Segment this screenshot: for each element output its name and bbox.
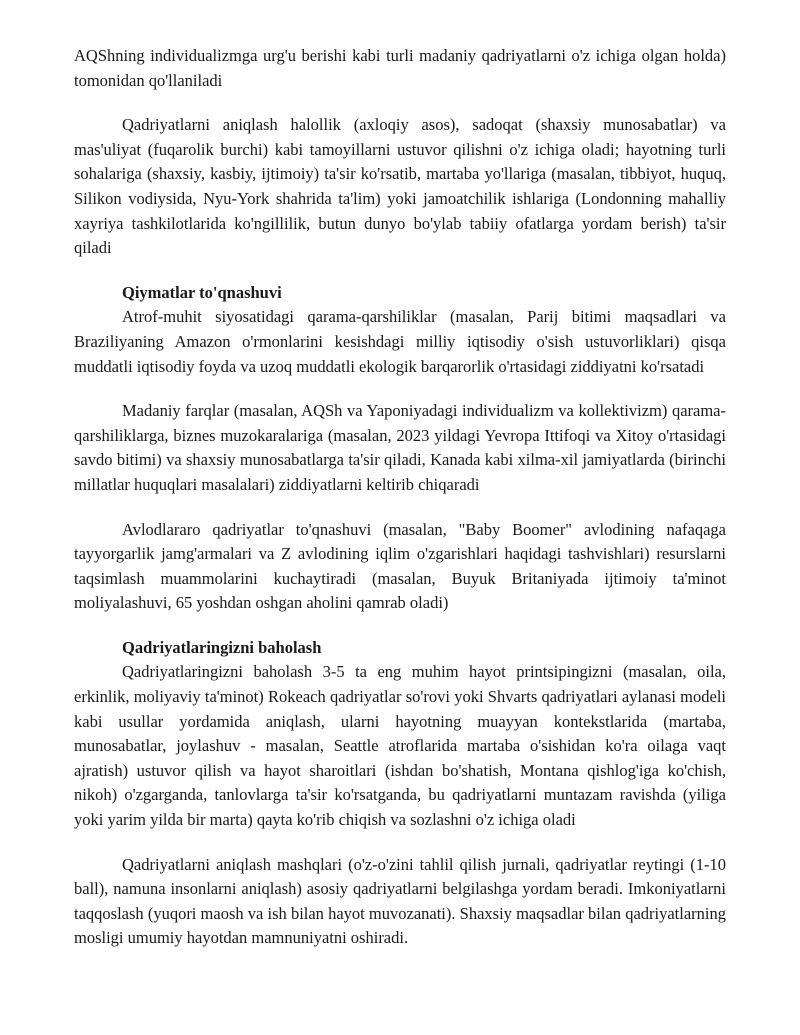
paragraph-cultural-differences: Madaniy farqlar (masalan, AQSh va Yaponiyadagi individualizm va kollektivizm) qarama-qarshiliklarga, biznes muzokaralariga (masalan, 2023 yildagi Yevropa Ittifoqi va Xitoy o'rtasidagi savdo bitimi) va shaxsiy munosabatlarga ta'sir qiladi, Kanada kabi xilma-xil jamiyatlarda (birinchi millatlar huquqlari masalalari) ziddiyatlarni keltirib chiqaradi xyxy=(74,401,726,494)
paragraph-assessing-values: Qadriyatlaringizni baholash 3-5 ta eng muhim hayot printsipingizni (masalan, oila, erkinlik, moliyaviy ta'minot) Rokeach qadriyatlar so'rovi yoki Shvarts qadriyatlari aylanasi modeli kabi usullar yordamida aniqlash, ularni hayotning muayyan kontekstlarida (martaba, munosabatlar, joylashuv - masalan, Seattle atroflarida martaba o'sishidan ko'ra oilaga vaqt ajratish) ustuvor qilish va hayot sharoitlari (ishdan bo'shatish, Montana qishlog'iga ko'chish, nikoh) o'zgarganda, tanlovlarga ta'sir ko'rsatganda, bu qadriyatlarni muntazam ravishda (yiliga yoki yarim yilda bir marta) qayta ko'rib chiqish va sozlashni o'z ichiga oladi xyxy=(74,662,726,830)
paragraph-intergenerational-conflict: Avlodlararo qadriyatlar to'qnashuvi (masalan, "Baby Boomer" avlodining nafaqaga tayyorgarlik jamg'armalari va Z avlodining iqlim o'zgarishlari haqidagi tashvishlari) resurslarni taqsimlash muammolarini kuchaytiradi (masalan, Buyuk Britaniyada ijtimoiy ta'minot moliyalashuvi, 65 yoshdan oshgan aholini qamrab oladi) xyxy=(74,519,726,613)
paragraph-environmental-conflict: Atrof-muhit siyosatidagi qarama-qarshiliklar (masalan, Parij bitimi maqsadlari va Braziliyaning Amazon o'rmonlarini kesishdagi milliy iqtisodiy o'sish ustuvorliklari) qisqa muddatli iqtisodiy foyda va uzoq muddatli ekologik barqarorlik o'rtasidagi ziddiyatni ko'rsatadi xyxy=(74,307,726,376)
paragraph-values-exercises: Qadriyatlarni aniqlash mashqlari (o'z-o'zini tahlil qilish jurnali, qadriyatlar reytingi (1-10 ball), namuna insonlarni aniqlash) asosiy qadriyatlarni belgilashga yordam beradi. Imkoniyatlarni taqqoslash (yuqori maosh va ish bilan hayot muvozanati). Shaxsiy maqsadlar bilan qadriyatlarning mosligi umumiy hayotdan mamnuniyatni oshiradi. xyxy=(74,854,726,948)
document-page xyxy=(74,44,726,951)
heading-assess-values: Qadriyatlaringizni baholash xyxy=(122,637,322,657)
paragraph-intro-continuation: AQShning individualizmga urg'u berishi kabi turli madaniy qadriyatlarni o'z ichiga olgan holda) tomonidan qo'llaniladi xyxy=(74,46,726,90)
paragraph-values-definition: Qadriyatlarni aniqlash halollik (axloqiy asos), sadoqat (shaxsiy munosabatlar) va mas'uliyat (fuqarolik burchi) kabi tamoyillarni ustuvor qilishni o'z ichiga oladi; hayotning turli sohalariga (shaxsiy, kasbiy, ijtimoiy) ta'sir ko'rsatib, martaba yo'llariga (masalan, tibbiyot, huquq, Silikon vodiysida, Nyu-York shahrida ta'lim) yoki jamoatchilik ishlariga (Londonning mahalliy xayriya tashkilotlarida ko'ngillilik, butun dunyo bo'ylab tabiiy ofatlarga yordam berish) ta'sir qiladi xyxy=(74,115,726,258)
heading-values-conflict: Qiymatlar to'qnashuvi xyxy=(122,282,282,302)
